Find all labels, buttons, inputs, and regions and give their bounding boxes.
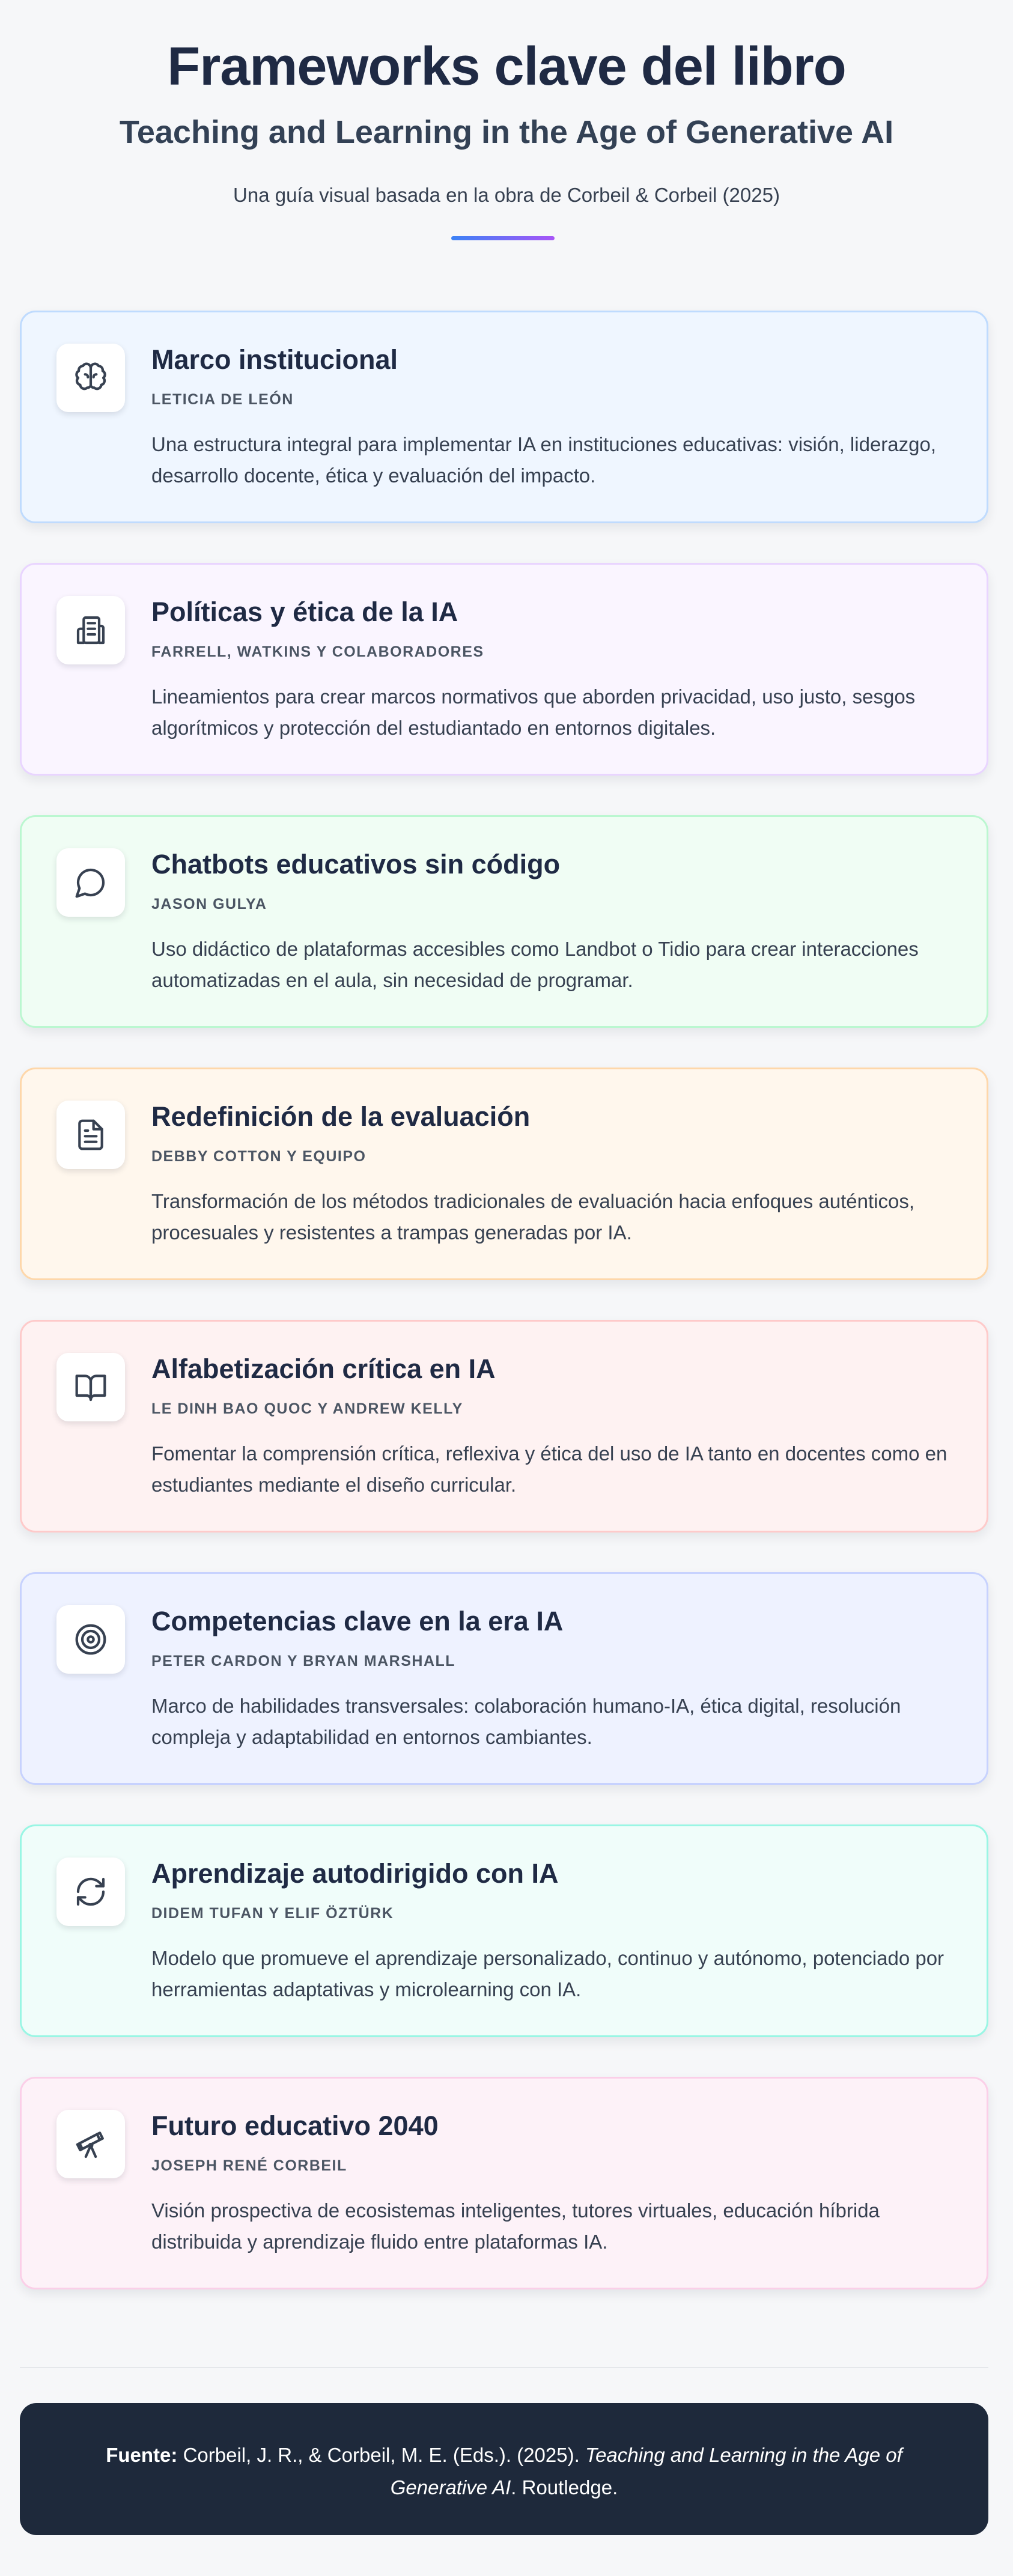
framework-card	[20, 2077, 988, 2289]
framework-card	[20, 1572, 988, 1785]
page-tagline: Una guía visual basada en la obra de Corbeil & Corbeil (2025)	[233, 184, 780, 206]
card-icon-badge	[56, 1101, 125, 1169]
card-title: Alfabetización crítica en IA	[151, 1353, 496, 1384]
framework-card	[20, 1320, 988, 1533]
citation-book-title: Teaching and Learning in the Age of Generative AI	[390, 2444, 902, 2499]
card-title: Políticas y ética de la IA	[151, 597, 458, 627]
building-icon	[74, 613, 108, 647]
card-author: DIDEM TUFAN Y ELIF ÖZTÜRK	[151, 1905, 394, 1922]
card-title: Futuro educativo 2040	[151, 2110, 439, 2141]
card-author: LE DINH BAO QUOC Y ANDREW KELLY	[151, 1400, 463, 1417]
card-author: PETER CARDON Y BRYAN MARSHALL	[151, 1653, 456, 1669]
telescope-icon	[74, 2127, 108, 2161]
card-icon-badge	[56, 1605, 125, 1674]
document-icon	[74, 1118, 108, 1152]
framework-card	[20, 563, 988, 776]
card-author: JOSEPH RENÉ CORBEIL	[151, 2157, 347, 2174]
target-icon	[74, 1623, 108, 1656]
source-footer	[20, 2403, 988, 2535]
card-description: Uso didáctico de plataformas accesibles como Landbot o Tidio para crear interacciones automatizadas en el aula, sin necesidad de programar.	[151, 938, 919, 991]
card-author: DEBBY COTTON Y EQUIPO	[151, 1148, 367, 1165]
framework-card	[20, 1824, 988, 2037]
citation-prefix: Corbeil, J. R., & Corbeil, M. E. (Eds.). (2025).	[183, 2444, 580, 2466]
card-description: Una estructura integral para implementar IA en instituciones educativas: visión, liderazgo, desarrollo docente, ética y evaluación del impacto.	[151, 433, 937, 487]
footer-divider	[20, 2367, 988, 2368]
card-icon-badge	[56, 596, 125, 664]
card-description: Marco de habilidades transversales: colaboración humano-IA, ética digital, resolución compleja y adaptabilidad en entornos cambiantes.	[151, 1695, 901, 1748]
card-description: Modelo que promueve el aprendizaje personalizado, continuo y autónomo, potenciado por herramientas adaptativas y microlearning con IA.	[151, 1947, 945, 2000]
card-title: Chatbots educativos sin código	[151, 849, 561, 879]
page-subtitle: Teaching and Learning in the Age of Generative AI	[119, 114, 894, 150]
card-title: Aprendizaje autodirigido con IA	[151, 1858, 559, 1889]
header-accent-divider	[451, 236, 555, 240]
card-author: JASON GULYA	[151, 896, 267, 913]
card-description: Transformación de los métodos tradicionales de evaluación hacia enfoques auténticos, procesuales y resistentes a trampas generadas por IA.	[151, 1190, 915, 1244]
chat-bubble-icon	[74, 866, 108, 899]
card-icon-badge	[56, 344, 125, 412]
card-title: Marco institucional	[151, 344, 398, 375]
framework-card	[20, 815, 988, 1028]
card-title: Redefinición de la evaluación	[151, 1101, 531, 1132]
citation-suffix: . Routledge.	[511, 2476, 618, 2499]
card-author: FARRELL, WATKINS Y COLABORADORES	[151, 643, 484, 660]
page-title: Frameworks clave del libro	[167, 37, 846, 97]
card-icon-badge	[56, 1353, 125, 1421]
brain-icon	[74, 361, 108, 395]
card-description: Visión prospectiva de ecosistemas inteligentes, tutores virtuales, educación híbrida distribuida y aprendizaje fluido entre plataformas IA.	[151, 2199, 880, 2253]
card-author: LETICIA DE LEÓN	[151, 391, 294, 408]
framework-card	[20, 1068, 988, 1280]
card-description: Lineamientos para crear marcos normativos que aborden privacidad, uso justo, sesgos algorítmicos y protección del estudiantado en entornos digitales.	[151, 685, 916, 739]
framework-card	[20, 311, 988, 523]
card-icon-badge	[56, 1858, 125, 1926]
card-title: Competencias clave en la era IA	[151, 1606, 564, 1636]
footer-label: Fuente:	[106, 2444, 178, 2466]
card-icon-badge	[56, 2110, 125, 2178]
refresh-icon	[74, 1875, 108, 1909]
card-description: Fomentar la comprensión crítica, reflexiva y ética del uso de IA tanto en docentes como en estudiantes mediante el diseño curricular.	[151, 1442, 948, 1496]
open-book-icon	[74, 1370, 108, 1404]
card-icon-badge	[56, 848, 125, 917]
